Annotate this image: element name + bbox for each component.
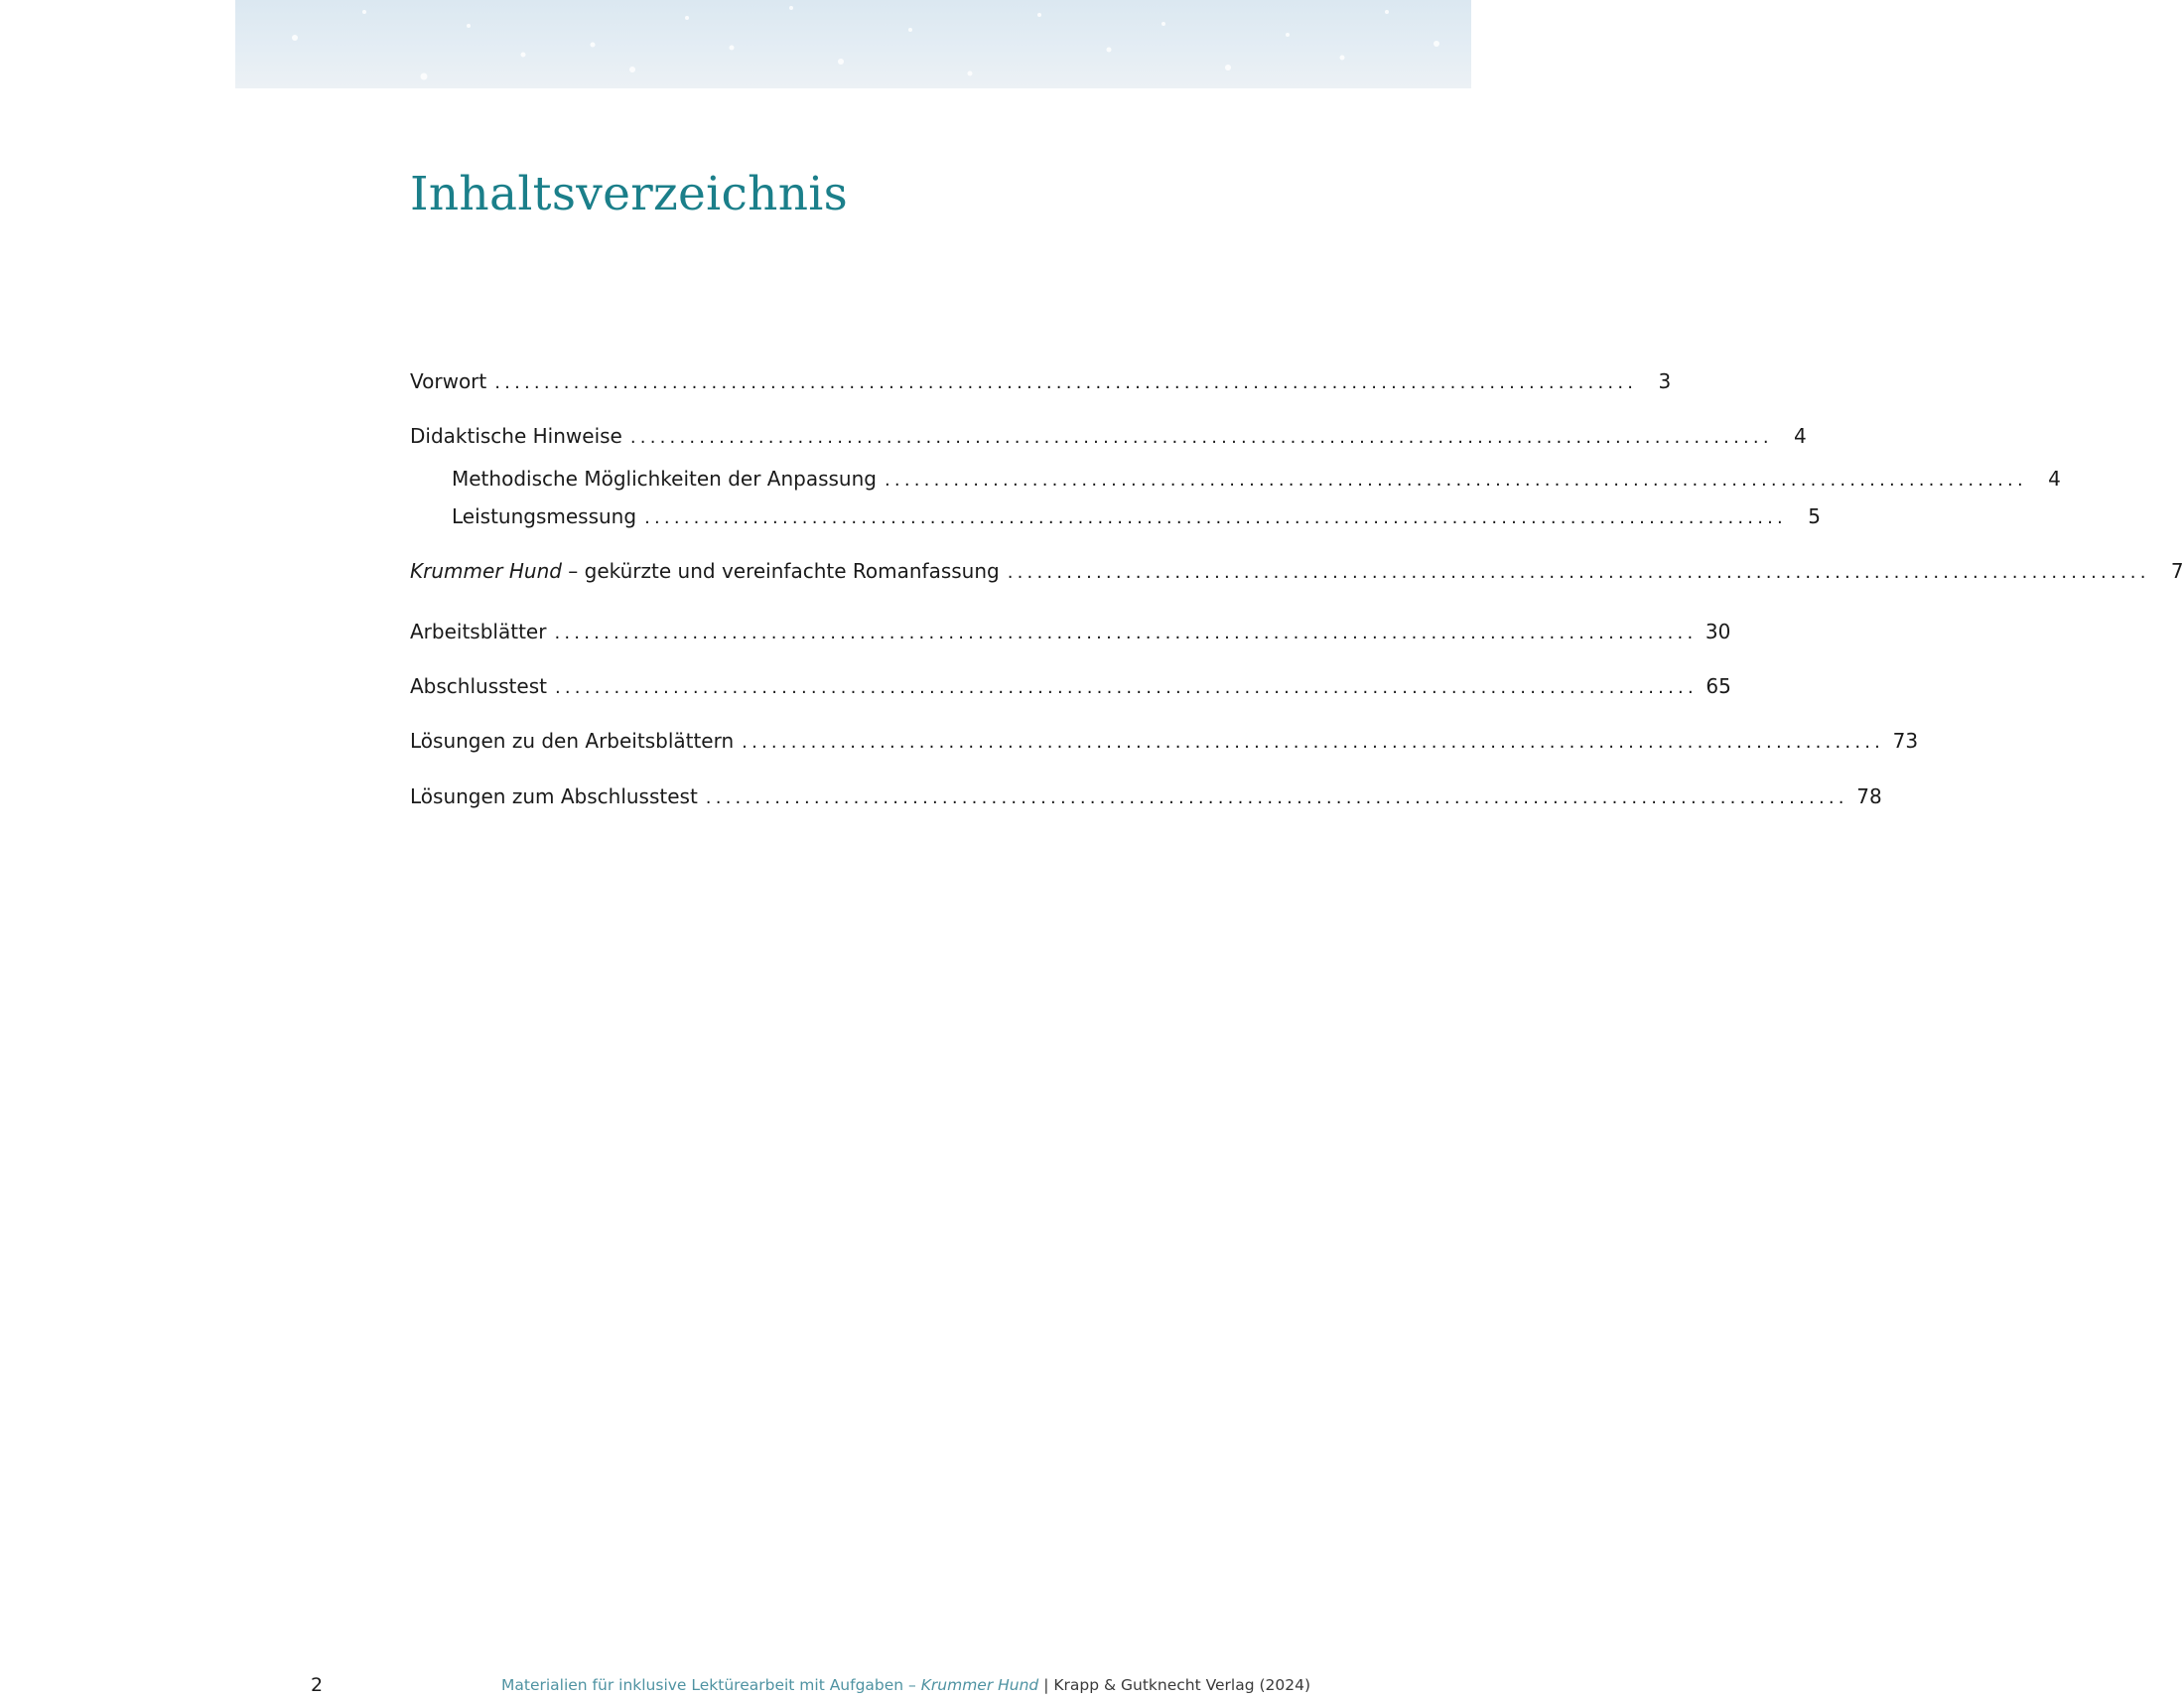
toc-page-number: 3 (1658, 369, 1672, 393)
toc-page-number: 4 (1794, 424, 1807, 448)
toc-page-number: 73 (1892, 729, 1919, 753)
toc-entry-methodische-moeglichkeiten[interactable] (452, 464, 2061, 494)
footer-page-number: 2 (311, 1674, 324, 1696)
toc-page-number: 78 (1856, 784, 1882, 808)
toc-entry-label: Lösungen zu den Arbeitsblättern (410, 729, 735, 753)
toc-leader-dots: .................................................................................................................... (554, 677, 1698, 698)
footer-credit (501, 1676, 1310, 1694)
header-banner (235, 0, 1471, 88)
toc-entry-loesungen-arbeitsblaetter[interactable] (410, 726, 1919, 756)
footer-publisher: | Krapp & Gutknecht Verlag (2024) (1038, 1676, 1311, 1694)
toc-leader-dots: .................................................................................................................... (1007, 562, 2150, 583)
footer-series-title: Materialien für inklusive Lektürearbeit mit Aufgaben – Krummer Hund (501, 1676, 1039, 1694)
toc-leader-dots: .................................................................................................................... (884, 470, 2027, 491)
toc-entry-romanfassung[interactable] (410, 556, 2184, 586)
toc-entry-label: Vorwort (410, 369, 487, 393)
toc-page-number: 5 (1808, 504, 1821, 528)
toc-entry-didaktische-hinweise[interactable] (410, 421, 1807, 451)
toc-leader-dots: .................................................................................................................... (554, 623, 1698, 643)
toc-entry-loesungen-abschlusstest[interactable] (410, 781, 1882, 811)
toc-entry-label: Methodische Möglichkeiten der Anpassung (452, 467, 877, 491)
page-title: Inhaltsverzeichnis (410, 167, 849, 221)
toc-entry-abschlusstest[interactable] (410, 671, 1731, 701)
toc-entry-label: Krummer Hund – gekürzte und vereinfachte Romanfassung (410, 559, 1000, 583)
toc-page-number: 30 (1705, 620, 1731, 643)
toc-page-number: 4 (2048, 467, 2061, 491)
toc-entry-label: Abschlusstest (410, 674, 547, 698)
toc-entry-label: Didaktische Hinweise (410, 424, 622, 448)
toc-leader-dots: .................................................................................................................... (742, 732, 1885, 753)
toc-entry-arbeitsblaetter[interactable] (410, 617, 1731, 646)
toc-entry-label: Lösungen zum Abschlusstest (410, 784, 698, 808)
toc-entry-label: Leistungsmessung (452, 504, 637, 528)
toc-entry-leistungsmessung[interactable] (452, 501, 1821, 531)
toc-page-number: 7 (2170, 559, 2184, 583)
book-title-italic: Krummer Hund (410, 559, 562, 583)
snow-pattern-decoration (235, 0, 1471, 88)
toc-leader-dots: .................................................................................................................... (629, 427, 1773, 448)
toc-leader-dots: .................................................................................................................... (644, 507, 1787, 528)
toc-entry-vorwort[interactable] (410, 366, 1672, 396)
toc-page-number: 65 (1706, 674, 1731, 698)
toc-entry-label: Arbeitsblätter (410, 620, 547, 643)
toc-leader-dots: .................................................................................................................... (705, 787, 1848, 808)
toc-leader-dots: .................................................................................................................... (494, 372, 1638, 393)
